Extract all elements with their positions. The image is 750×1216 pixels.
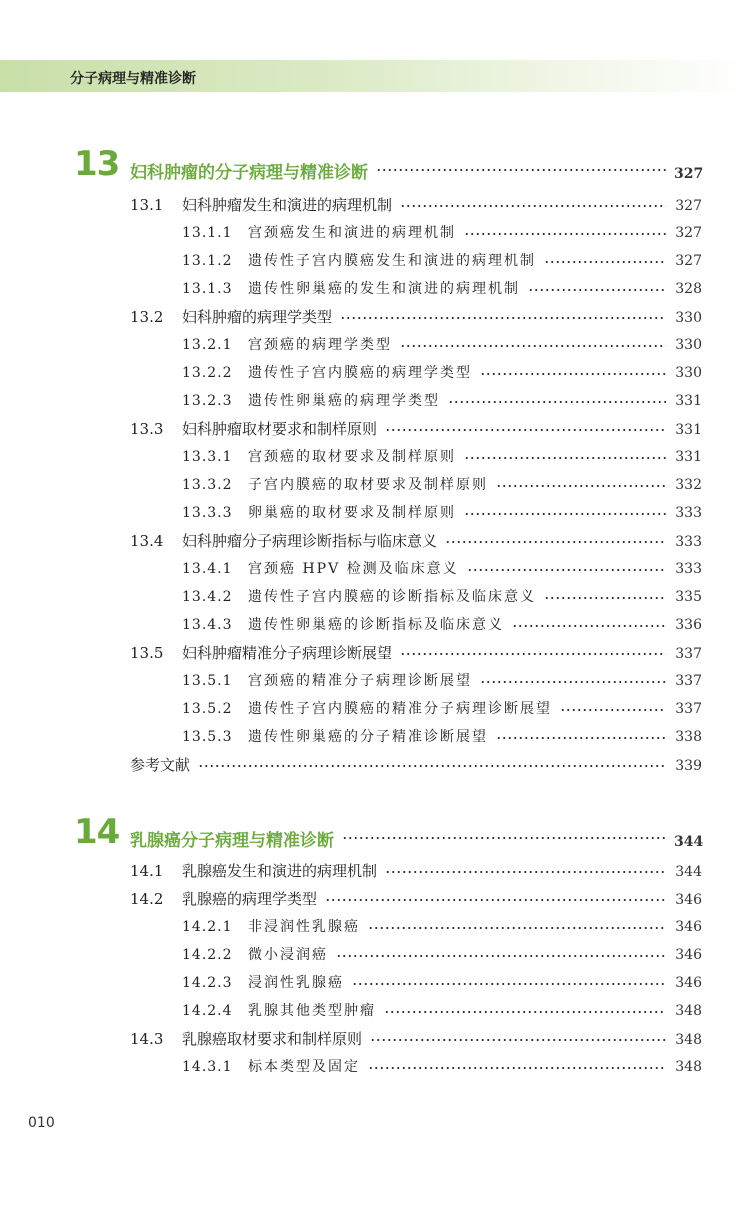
toc-subsection[interactable] <box>182 670 702 694</box>
section-number: 13.5.1 <box>182 673 233 689</box>
toc-section[interactable] <box>130 888 702 912</box>
section-number: 13.4.3 <box>182 617 233 633</box>
section-title: 妇科肿瘤取材要求和制样原则 <box>182 420 378 438</box>
section-number: 13.1.1 <box>182 225 233 241</box>
leader-dots <box>352 979 666 989</box>
section-number: 13.3 <box>130 420 164 438</box>
leader-dots <box>528 285 666 295</box>
page-ref: 348 <box>675 1003 702 1019</box>
toc-section[interactable] <box>130 1028 702 1052</box>
toc-subsection[interactable] <box>182 222 702 246</box>
section-title: 遗传性子宫内膜癌发生和演进的病理机制 <box>248 253 536 269</box>
section-title: 浸润性乳腺癌 <box>248 975 344 991</box>
page-ref: 332 <box>675 477 702 493</box>
leader-dots <box>368 1063 666 1073</box>
section-number: 13.5 <box>130 644 164 662</box>
page-ref: 327 <box>675 253 702 269</box>
page-ref: 346 <box>675 947 702 963</box>
page-ref: 346 <box>675 975 702 991</box>
leader-dots <box>384 1007 666 1017</box>
toc-section[interactable] <box>130 530 702 554</box>
toc-section[interactable] <box>130 642 702 666</box>
leader-dots <box>448 397 666 407</box>
section-title: 宫颈癌的精准分子病理诊断展望 <box>248 673 472 689</box>
page-ref: 348 <box>675 1032 702 1048</box>
leader-dots <box>496 481 666 491</box>
chapter-title: 妇科肿瘤的分子病理与精准诊断 <box>130 163 368 183</box>
section-number: 13.1 <box>130 196 164 214</box>
section-title: 遗传性卵巢癌的发生和演进的病理机制 <box>248 281 520 297</box>
section-number: 13.1.3 <box>182 281 233 297</box>
section-title: 标本类型及固定 <box>248 1059 360 1075</box>
section-number: 14.2.4 <box>182 1003 233 1019</box>
toc-subsection[interactable] <box>182 362 702 386</box>
leader-dots <box>370 1035 666 1045</box>
section-title: 妇科肿瘤精准分子病理诊断展望 <box>182 644 393 662</box>
leader-dots <box>336 951 666 961</box>
leader-dots <box>340 313 666 323</box>
toc-subsection[interactable] <box>182 1000 702 1024</box>
section-number: 13.3.2 <box>182 477 233 493</box>
leader-dots <box>544 257 666 267</box>
page-ref: 339 <box>675 758 702 774</box>
page-ref: 331 <box>675 449 702 465</box>
page-ref: 337 <box>675 646 702 662</box>
section-number: 13.4 <box>130 532 164 550</box>
section-title: 乳腺癌发生和演进的病理机制 <box>182 862 378 880</box>
section-number: 14.3.1 <box>182 1059 233 1075</box>
section-number: 13.4.1 <box>182 561 233 577</box>
toc-subsection[interactable] <box>182 586 702 610</box>
section-title: 乳腺其他类型肿瘤 <box>248 1003 376 1019</box>
section-title: 子宫内膜癌的取材要求及制样原则 <box>248 477 488 493</box>
page-ref: 330 <box>675 365 702 381</box>
leader-dots <box>400 649 666 659</box>
section-title: 遗传性子宫内膜癌的病理学类型 <box>248 365 472 381</box>
leader-dots <box>325 895 666 905</box>
page-ref: 337 <box>675 701 702 717</box>
section-title: 遗传性卵巢癌的分子精准诊断展望 <box>248 729 488 745</box>
section-number: 13.2.1 <box>182 337 233 353</box>
page-ref: 327 <box>675 225 702 241</box>
page-ref: 344 <box>674 834 704 850</box>
leader-dots <box>512 621 666 631</box>
toc-subsection[interactable] <box>182 726 702 750</box>
page-ref: 344 <box>675 864 702 880</box>
page-number: 010 <box>28 1115 55 1131</box>
toc-subsection[interactable] <box>182 558 702 582</box>
chapter-entry[interactable] <box>130 158 702 182</box>
chapter-title: 乳腺癌分子病理与精准诊断 <box>130 831 334 851</box>
page-ref: 330 <box>675 337 702 353</box>
leader-dots <box>376 165 666 175</box>
leader-dots <box>544 593 666 603</box>
running-header-title: 分子病理与精准诊断 <box>70 71 196 87</box>
chapter-number: 13 <box>74 144 120 184</box>
page-ref: 346 <box>675 919 702 935</box>
leader-dots <box>467 565 666 575</box>
section-title: 遗传性卵巢癌的病理学类型 <box>248 393 440 409</box>
leader-dots <box>445 537 666 547</box>
section-number: 13.4.2 <box>182 589 233 605</box>
toc-subsection[interactable] <box>182 614 702 638</box>
toc-subsection[interactable] <box>182 250 702 274</box>
section-number: 14.2.3 <box>182 975 233 991</box>
toc-section[interactable] <box>130 418 702 442</box>
chapter-entry[interactable] <box>130 826 702 850</box>
section-title: 遗传性子宫内膜癌的诊断指标及临床意义 <box>248 589 536 605</box>
section-title: 宫颈癌发生和演进的病理机制 <box>248 225 456 241</box>
toc-subsection[interactable] <box>182 944 702 968</box>
section-title: 卵巢癌的取材要求及制样原则 <box>248 505 456 521</box>
running-header-band <box>0 60 750 92</box>
page-ref: 348 <box>675 1059 702 1075</box>
section-title: 妇科肿瘤发生和演进的病理机制 <box>182 196 393 214</box>
references-title: 参考文献 <box>130 756 191 774</box>
toc-section[interactable] <box>130 194 702 218</box>
section-number: 14.3 <box>130 1030 164 1048</box>
section-title: 微小浸润癌 <box>248 947 328 963</box>
leader-dots <box>385 425 666 435</box>
page-ref: 335 <box>675 589 702 605</box>
section-number: 13.5.3 <box>182 729 233 745</box>
toc-subsection[interactable] <box>182 502 702 526</box>
leader-dots <box>385 867 666 877</box>
leader-dots <box>496 733 666 743</box>
section-number: 13.3.3 <box>182 505 233 521</box>
leader-dots <box>560 705 666 715</box>
page-ref: 327 <box>674 166 704 182</box>
section-number: 13.1.2 <box>182 253 233 269</box>
section-title: 宫颈癌的病理学类型 <box>248 337 392 353</box>
page-ref: 331 <box>675 393 702 409</box>
section-title: 非浸润性乳腺癌 <box>248 919 360 935</box>
page-ref: 346 <box>675 892 702 908</box>
page-ref: 333 <box>675 505 702 521</box>
section-number: 14.2.2 <box>182 947 233 963</box>
section-number: 13.5.2 <box>182 701 233 717</box>
leader-dots <box>400 201 666 211</box>
section-title: 遗传性卵巢癌的诊断指标及临床意义 <box>248 617 504 633</box>
page-ref: 336 <box>675 617 702 633</box>
chapter-number: 14 <box>74 812 120 852</box>
section-number: 14.1 <box>130 862 164 880</box>
page-ref: 338 <box>675 729 702 745</box>
section-number: 13.2.3 <box>182 393 233 409</box>
page-ref: 333 <box>675 561 702 577</box>
page-ref: 327 <box>675 198 702 214</box>
section-title: 遗传性子宫内膜癌的精准分子病理诊断展望 <box>248 701 552 717</box>
page-ref: 331 <box>675 422 702 438</box>
section-title: 乳腺癌的病理学类型 <box>182 890 318 908</box>
page-ref: 330 <box>675 310 702 326</box>
page-ref: 337 <box>675 673 702 689</box>
leader-dots <box>480 369 666 379</box>
leader-dots <box>400 341 666 351</box>
toc-subsection[interactable] <box>182 1056 702 1080</box>
toc-subsection[interactable] <box>182 278 702 302</box>
leader-dots <box>368 923 666 933</box>
section-number: 14.2 <box>130 890 164 908</box>
references-entry[interactable] <box>130 754 702 778</box>
section-title: 宫颈癌 HPV 检测及临床意义 <box>248 561 459 577</box>
toc-section[interactable] <box>130 306 702 330</box>
section-number: 14.2.1 <box>182 919 233 935</box>
section-number: 13.2 <box>130 308 164 326</box>
section-title: 妇科肿瘤分子病理诊断指标与临床意义 <box>182 532 438 550</box>
leader-dots <box>464 453 666 463</box>
toc-subsection[interactable] <box>182 390 702 414</box>
toc-subsection[interactable] <box>182 334 702 358</box>
page-ref: 328 <box>675 281 702 297</box>
leader-dots <box>342 833 666 843</box>
toc-section[interactable] <box>130 860 702 884</box>
leader-dots <box>464 229 666 239</box>
leader-dots <box>198 761 666 771</box>
leader-dots <box>464 509 666 519</box>
toc-subsection[interactable] <box>182 916 702 940</box>
section-number: 13.2.2 <box>182 365 233 381</box>
toc-subsection[interactable] <box>182 474 702 498</box>
leader-dots <box>480 677 666 687</box>
toc-subsection[interactable] <box>182 698 702 722</box>
section-title: 宫颈癌的取材要求及制样原则 <box>248 449 456 465</box>
toc-subsection[interactable] <box>182 446 702 470</box>
section-number: 13.3.1 <box>182 449 233 465</box>
section-title: 乳腺癌取材要求和制样原则 <box>182 1030 363 1048</box>
page-ref: 333 <box>675 534 702 550</box>
toc-subsection[interactable] <box>182 972 702 996</box>
section-title: 妇科肿瘤的病理学类型 <box>182 308 333 326</box>
